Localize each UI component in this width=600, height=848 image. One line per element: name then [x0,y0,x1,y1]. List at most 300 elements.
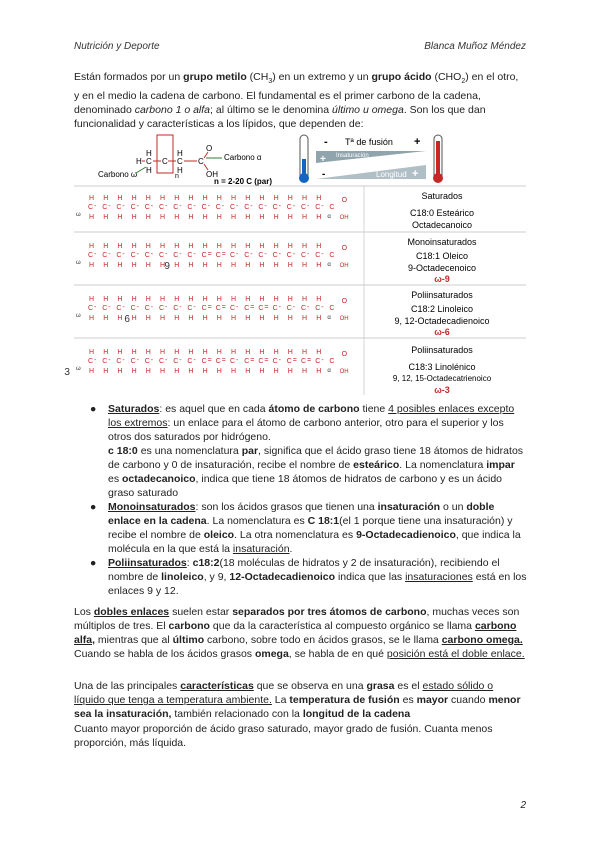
acid-o: O [341,298,348,305]
insat-plus: + [320,154,326,165]
chain-h-top: H [174,243,180,250]
chain-h-top: H [259,243,265,250]
chain-h-top: H [216,349,222,356]
chain-h-top: H [160,296,166,303]
chain-h-top: H [131,243,137,250]
chain-h-bottom: H [216,368,222,375]
chain-bond: = [221,304,226,311]
chain-carbon: C [187,305,193,312]
chain-h-bottom: H [202,262,208,269]
chain-h-bottom: H [216,315,222,322]
page-number: 2 [520,800,526,811]
chain-h-bottom: H [117,214,123,221]
row-code: C18:0 Esteárico [409,208,475,218]
chain-h-top: H [117,349,123,356]
chain-bond: = [307,357,312,364]
chain-h-bottom: H [131,214,137,221]
chain-carbon: C [286,358,292,365]
chain-h-top: H [89,349,95,356]
chain-h-bottom: H [302,262,308,269]
chain-carbon: C [329,252,335,259]
chain-carbon: C [329,358,335,365]
chain-carbon: C [187,204,193,211]
chain-bond: - [236,203,239,210]
chain-carbon: C [230,252,236,259]
chain-bond: - [321,357,324,364]
chain-carbon: C [286,204,292,211]
chain-h-bottom: H [231,368,237,375]
chain-h-top: H [202,243,208,250]
fatty-acid-diagram [64,131,526,395]
chain-h-top: H [145,195,151,202]
chain-carbon: C [272,305,278,312]
chain-carbon: C [144,252,150,259]
chain-carbon: C [88,358,94,365]
chain-h-top: H [160,195,166,202]
chain-carbon: C [272,252,278,259]
chain-h-bottom: H [202,214,208,221]
chain-h-bottom: H [188,368,194,375]
chain-bond: = [292,357,297,364]
chain-carbon: C [130,305,136,312]
bullet-saturados: ● Saturados: es aquel que en cada átomo de carbono tiene 4 posibles enlaces excepto los extremos: un enlace para el átomo de carbono anterior, otro para el superior y los otros dos saturados por hidrógeno. c 18:0 es una nomenclatura par, significa que el ácido graso tiene 18 átomos de hidratos de carbono y 0 de insaturación, recibe el nombre de esteárico. La nomenclatura impar es octadecanoico, indica que tiene 18 átomos de hidratos de carbono y es un ácido graso saturado [90,403,524,499]
chain-h-bottom: H [131,315,137,322]
chain-h-bottom: H [302,214,308,221]
chain-carbon: C [116,358,122,365]
acid-o: O [341,245,348,252]
chain-carbon: C [144,305,150,312]
chain-carbon: C [244,204,250,211]
chain-carbon: C [301,358,307,365]
chain-bond: = [264,304,269,311]
chain-h-bottom: H [188,214,194,221]
chain-h-bottom: H [145,262,151,269]
chain-h-top: H [145,296,151,303]
chain-h-bottom: H [145,315,151,322]
chain-h-bottom: H [287,368,293,375]
c-omega: C [146,157,152,166]
chain-bond: - [165,203,168,210]
chain-carbon: C [187,358,193,365]
bullet-dot: ● [90,501,97,513]
chain-carbon: C [159,358,165,365]
chain-h-top: H [103,349,109,356]
row-monoinsaturados [407,237,477,284]
chain-bond: - [136,357,139,364]
chain-carbon: C [130,204,136,211]
chain-carbon: C [258,204,264,211]
chain-carbon: C [272,204,278,211]
chain-h-bottom: H [160,368,166,375]
chain-h-bottom: H [103,214,109,221]
chain-h-top: H [188,243,194,250]
chain-bond: - [278,357,281,364]
chain-carbon: C [102,204,108,211]
acid-oh: OH [339,369,349,375]
chain-bond: = [221,251,226,258]
carbono-omega-label: Carbono ω [98,170,138,179]
chain-h-top: H [103,195,109,202]
chain-carbon: C [329,305,335,312]
omega-marker: ω [76,212,81,218]
chain-h-top: H [131,195,137,202]
row-code: C18:1 Oleico [415,251,469,261]
thermo-minus-left: - [324,136,328,148]
chain-bond: = [207,251,212,258]
chain-h-bottom: H [131,368,137,375]
chain-h-top: H [316,243,322,250]
chain-h-bottom: H [273,214,279,221]
chain-h-top: H [174,296,180,303]
chain-h-bottom: H [273,262,279,269]
chain-h-top: H [273,243,279,250]
chain-carbon: C [102,305,108,312]
c-alpha: C [198,157,204,166]
paragraph-double-bonds: Los dobles enlaces suelen estar separados por tres átomos de carbono, muchas veces son múltiplos de tres. El carbono que da la característica al compuesto orgánico se llama carbono alfa, mientras que al último carbono, sobre todo en ácidos grasos, se le llama carbono omega. Cuando se habla de los ácidos grasos omega, se habla de en qué posición está el doble enlace. [74,606,525,660]
chain-carbon: C [130,252,136,259]
chain-carbon: C [215,252,221,259]
chain-carbon: C [159,252,165,259]
chain-h-bottom: H [287,315,293,322]
chain-carbon: C [159,204,165,211]
intro-paragraph: Están formados por un grupo metilo $(CH_3)$ en un extremo y un grupo ácido $(CHO_2)$ en el otro, y en el medio la cadena de carbono. El fundamental es el primer carbono de la cadena, denominado carbono 1 o alfa; al último se le denomina último u omega. Son los que dan funcionalidad y características a los lípidos, que dependen de: [74,71,519,131]
chain-bond: - [321,203,324,210]
chain-h-bottom: H [316,262,322,269]
bullet-poliinsaturados: ● Poliinsaturados: c18:2(18 moléculas de hidratos y 2 de insaturación), recibiendo el nombre de linoleico, y 9, 12-Octadecadienoico indica que las insaturaciones está en los enlaces 9 y 12. [90,557,527,597]
chain-bond: - [150,251,154,258]
chain-carbon: C [173,204,179,211]
chain-carbon: C [88,204,94,211]
chain-h-bottom: H [245,214,251,221]
c-chain-2: C [177,157,183,166]
chain-h-bottom: H [145,214,151,221]
insat-label: Insaturación [336,153,369,159]
chain-carbon: C [116,305,122,312]
chain-h-bottom: H [231,214,237,221]
row-type: Monoinsaturados [407,237,477,247]
chain-h-bottom: H [89,262,95,269]
chain-carbon: C [144,204,150,211]
chain-h-bottom: H [174,262,180,269]
chain-carbon: C [88,252,94,259]
header-right: Blanca Muñoz Méndez [424,41,526,52]
chain-h-bottom: H [273,368,279,375]
h-left: H [136,157,142,166]
chain-h-top: H [287,195,293,202]
chain-bond: - [136,304,139,311]
chain-carbon: C [301,305,307,312]
h-bottom-1: H [146,166,152,175]
fatty-acid-types-list [88,402,528,598]
chain-h-bottom: H [259,214,265,221]
row-type: Poliinsaturados [411,345,473,355]
chain-bond: - [278,251,281,258]
chain-h-bottom: H [145,368,151,375]
chain-bond: = [264,357,269,364]
chain-carbon: C [244,305,250,312]
alpha-marker: α [327,262,331,268]
chain-bond: - [321,251,324,258]
chain-h-top: H [231,296,237,303]
acid-o: O [341,351,348,358]
chain-carbon: C [286,305,292,312]
chain-bond: - [108,357,111,364]
chain-h-bottom: H [316,315,322,322]
chain-bond: - [94,251,97,258]
chain-h-top: H [245,349,251,356]
chain-h-top: H [188,296,194,303]
thermo-plus-right: + [414,136,421,148]
chain-h-bottom: H [103,315,109,322]
chain-h-top: H [202,296,208,303]
chain-bond: - [292,304,296,311]
chain-carbon: C [215,204,221,211]
n-subscript: n [175,173,179,180]
chain-bond: = [207,304,212,311]
chain-h-bottom: H [117,315,123,322]
chain-h-top: H [245,243,251,250]
fatty-acid-figure [64,131,526,395]
omega-marker: ω [76,313,81,319]
chain-h-top: H [245,195,251,202]
chain-h-top: H [89,195,95,202]
carbono-alfa-label: Carbono α [224,153,262,162]
chain-bond: - [321,304,324,311]
row-omega: ω-9 [434,274,450,284]
chain-h-top: H [174,195,180,202]
chain-bond: - [307,203,310,210]
chain-h-bottom: H [259,368,265,375]
row-code: C18:3 Linolénico [408,362,476,372]
o-atom: O [206,144,213,153]
chain-h-top: H [259,296,265,303]
chain-bond: - [193,357,196,364]
chain-bond: - [136,203,139,210]
chain-bond: - [278,203,281,210]
chain-bond: - [179,357,182,364]
chain-carbon: C [201,252,207,259]
chain-h-bottom: H [131,262,137,269]
double-bond-position: 6 [124,314,130,325]
chain-h-bottom: H [160,262,166,269]
chain-h-top: H [216,243,222,250]
chain-h-bottom: H [216,262,222,269]
chain-h-top: H [316,195,322,202]
chain-carbon: C [244,252,250,259]
chain-bond: - [108,304,111,311]
chain-carbon: C [286,252,292,259]
chain-h-top: H [302,243,308,250]
chain-h-bottom: H [174,315,180,322]
row-poliinsaturados-2 [393,345,492,395]
row-code: C18:2 Linoleico [410,304,474,314]
chain-bond: - [165,251,168,258]
chain-h-top: H [145,349,151,356]
chain-bond: - [193,304,196,311]
chain-carbon: C [130,358,136,365]
chain-h-top: H [259,195,265,202]
paragraph-characteristics: Una de las principales características que se observa en una grasa es el estado sólido o líquido que tenga a temperatura ambiente. La temperatura de fusión es mayor cuando menor sea la insaturación, también relacionado con la longitud de la cadena [74,680,521,720]
chain-h-bottom: H [202,368,208,375]
chain-carbon: C [244,358,250,365]
chain-h-bottom: H [103,368,109,375]
row-name: 9, 12, 15-Octadecatrienoico [392,374,492,383]
chain-carbon: C [102,358,108,365]
chain-bond: - [165,357,168,364]
chain-h-top: H [202,349,208,356]
chain-h-bottom: H [245,262,251,269]
chain-h-bottom: H [117,368,123,375]
chain-h-bottom: H [287,262,293,269]
chain-h-top: H [231,195,237,202]
chain-bond: - [108,203,111,210]
paragraph-proportion: Cuanto mayor proporción de ácido graso saturado, mayor grado de fusión. Cuanta menos proporción, más líquida. [74,723,493,749]
chain-h-bottom: H [273,315,279,322]
chain-h-top: H [103,296,109,303]
chain-carbon: C [301,204,307,211]
chain-h-top: H [273,296,279,303]
omega-marker: ω [76,366,81,372]
chain-h-bottom: H [245,315,251,322]
chain-h-bottom: H [89,315,95,322]
chain-h-top: H [316,349,322,356]
chain-h-top: H [302,349,308,356]
double-bond-position: 9 [164,261,170,272]
row-type: Saturados [421,191,463,201]
long-minus: - [322,169,326,180]
chain-h-top: H [160,349,166,356]
chain-carbon: C [173,305,179,312]
chain-bond: - [193,203,196,210]
chain-bond: - [122,203,125,210]
bullet-dot: ● [90,403,97,415]
chain-h-top: H [316,296,322,303]
row-saturados [410,191,474,230]
row-omega: ω-3 [434,385,450,395]
chain-h-top: H [287,349,293,356]
chain-carbon: C [315,305,321,312]
chain-h-bottom: H [216,214,222,221]
row-name: 9, 12-Octadecadienoico [394,316,490,326]
chain-h-top: H [117,243,123,250]
chain-h-top: H [216,296,222,303]
chain-carbon: C [230,358,236,365]
chain-bond: - [94,357,97,364]
chain-bond: - [221,203,225,210]
chain-h-top: H [174,349,180,356]
chain-bond: - [193,251,196,258]
chain-h-bottom: H [287,214,293,221]
chain-h-top: H [231,349,237,356]
chain-h-top: H [160,243,166,250]
chain-h-top: H [273,349,279,356]
chain-bond: - [250,203,253,210]
thermo-title: Tª de fusión [345,137,393,147]
chain-h-bottom: H [202,315,208,322]
acid-o: O [341,197,348,204]
chain-carbon: C [315,204,321,211]
row-name: 9-Octadecenoico [407,263,477,273]
acid-oh: OH [339,263,349,269]
chain-h-top: H [302,195,308,202]
chain-carbon: C [215,305,221,312]
chain-h-bottom: H [188,315,194,322]
chain-carbon: C [144,358,150,365]
chain-h-bottom: H [174,214,180,221]
chain-carbon: C [187,252,193,259]
acid-oh: OH [339,215,349,221]
chain-h-top: H [302,296,308,303]
general-structure [98,135,272,186]
chain-h-top: H [89,243,95,250]
chain-h-top: H [131,296,137,303]
chain-bond: - [165,304,168,311]
chain-h-top: H [202,195,208,202]
long-plus: + [412,168,419,180]
chain-carbon: C [258,358,264,365]
chain-carbon: C [329,204,335,211]
chain-bond: - [94,203,97,210]
h-top-1: H [146,149,152,158]
chain-h-top: H [89,296,95,303]
header-left: Nutrición y Deporte [74,41,160,52]
chain-carbon: C [102,252,108,259]
row-type: Poliinsaturados [411,290,473,300]
chain-bond: - [264,203,267,210]
chain-carbon: C [173,252,179,259]
chain-bond: = [250,304,255,311]
chain-bond: - [278,304,281,311]
chain-h-top: H [287,296,293,303]
chain-h-bottom: H [316,214,322,221]
chain-h-top: H [103,243,109,250]
chain-bond: - [122,251,125,258]
h-top-2: H [177,149,183,158]
omega-marker: ω [76,260,81,266]
c-chain: C [162,157,168,166]
longitud-label: Longitud [376,170,407,179]
chain-carbon: C [201,305,207,312]
row-name: Octadecanoico [411,220,473,230]
chain-carbon: C [301,252,307,259]
chain-carbon: C [215,358,221,365]
chain-h-top: H [287,243,293,250]
chain-bond: - [292,251,296,258]
chain-bond: - [179,203,182,210]
chain-h-bottom: H [174,368,180,375]
chain-h-top: H [131,349,137,356]
chain-h-bottom: H [160,315,166,322]
chain-bond: - [179,304,182,311]
n-range-label: n = 2-20 C (par) [214,177,273,186]
alpha-marker: α [327,214,331,220]
chain-carbon: C [258,305,264,312]
chain-h-top: H [245,296,251,303]
chain-h-bottom: H [231,315,237,322]
chain-bond: - [307,251,310,258]
chain-carbon: C [201,204,207,211]
chain-carbon: C [315,252,321,259]
chain-h-top: H [117,296,123,303]
chain-h-bottom: H [231,262,237,269]
chain-h-bottom: H [89,368,95,375]
chain-h-bottom: H [117,262,123,269]
h-bottom-2: H [177,166,183,175]
chain-carbon: C [315,358,321,365]
chain-bond: - [207,203,210,210]
chain-h-bottom: H [160,214,166,221]
chain-bond: - [236,304,239,311]
